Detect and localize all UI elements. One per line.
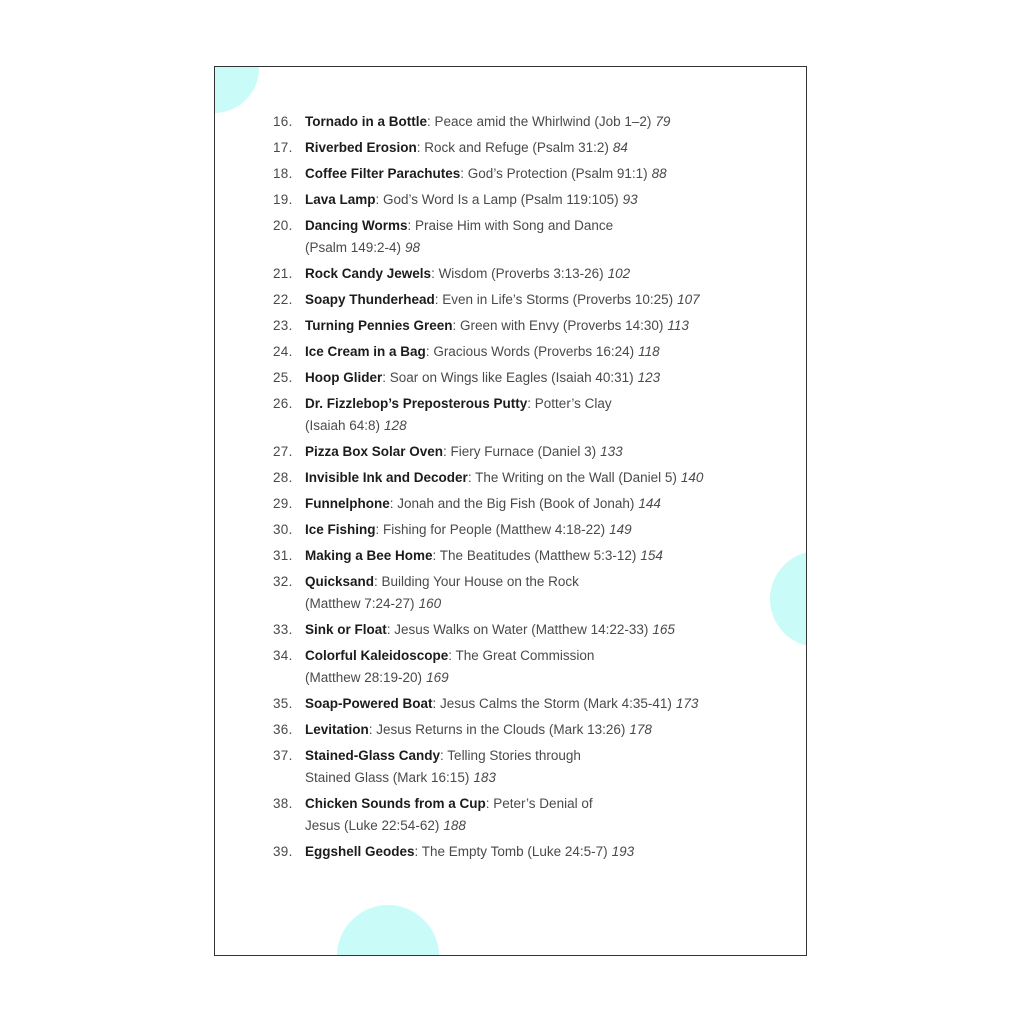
- toc-entry-number: 26.: [273, 396, 293, 411]
- toc-entry: [273, 137, 713, 159]
- toc-entry-page-number: 113: [667, 318, 689, 333]
- toc-entry-page-number: 154: [640, 548, 663, 563]
- toc-entry-text: [305, 393, 623, 437]
- toc-entry-title: Lava Lamp: [305, 192, 376, 207]
- toc-entry-description: : Fiery Furnace (Daniel 3): [443, 444, 597, 459]
- toc-entry-text: [305, 571, 623, 615]
- toc-entry-description: : Gracious Words (Proverbs 16:24): [425, 344, 635, 359]
- toc-entry-number: 39.: [273, 844, 293, 859]
- toc-entry-page-number: 183: [473, 770, 496, 785]
- toc-entry-title: Pizza Box Solar Oven: [305, 444, 444, 459]
- toc-entry-number: 30.: [273, 522, 293, 537]
- toc-entry-description: : Building Your House on the Rock (Matthew 7:24-27): [305, 574, 579, 611]
- toc-entry-title: Chicken Sounds from a Cup: [305, 796, 486, 811]
- toc-entry-title: Turning Pennies Green: [305, 318, 453, 333]
- toc-entry: [273, 545, 713, 567]
- toc-entry-description: : Even in Life’s Storms (Proverbs 10:25): [434, 292, 674, 307]
- toc-entry-page-number: 160: [418, 596, 442, 611]
- toc-entry-page-number: 144: [638, 496, 661, 511]
- toc-entry-text: [305, 341, 713, 363]
- toc-entry-page-number: 173: [675, 696, 699, 711]
- toc-entry: [273, 393, 623, 437]
- toc-entry-number: 31.: [273, 548, 293, 563]
- toc-entry-page-number: 178: [629, 722, 652, 737]
- toc-entry-description: : Praise Him with Song and Dance (Psalm 149:2-4): [305, 218, 614, 255]
- toc-entry-title: Coffee Filter Parachutes: [305, 166, 461, 181]
- toc-entry-page-number: 193: [611, 844, 635, 859]
- toc-entry-number: 37.: [273, 748, 293, 763]
- toc-entry: [273, 645, 623, 689]
- toc-entry-page-number: 165: [652, 622, 675, 637]
- toc-entry-title: Tornado in a Bottle: [305, 114, 427, 129]
- toc-entry-page-number: 133: [600, 444, 623, 459]
- toc-entry-text: [305, 263, 713, 285]
- toc-entry-description: : The Empty Tomb (Luke 24:5-7): [414, 844, 608, 859]
- toc-entry-description: : Wisdom (Proverbs 3:13-26): [431, 266, 604, 281]
- toc-entry-page-number: 169: [426, 670, 449, 685]
- toc-entry-number: 25.: [273, 370, 293, 385]
- toc-entry-text: [305, 793, 623, 837]
- toc-entry: [273, 493, 713, 515]
- toc-entry-description: : Peace amid the Whirlwind (Job 1–2): [427, 114, 652, 129]
- toc-entry-text: [305, 189, 713, 211]
- toc-entry-number: 35.: [273, 696, 293, 711]
- toc-entry-description: : Jesus Returns in the Clouds (Mark 13:26): [368, 722, 626, 737]
- toc-entry-description: : Telling Stories through Stained Glass (Mark 16:15): [305, 748, 581, 785]
- toc-entry-number: 17.: [273, 140, 293, 155]
- toc-entry: [273, 619, 713, 641]
- toc-entry-page-number: 79: [655, 114, 671, 129]
- toc-entry-title: Dancing Worms: [305, 218, 408, 233]
- toc-entry-text: [305, 493, 713, 515]
- toc-entry-text: [305, 719, 713, 741]
- toc-entry-page-number: 88: [651, 166, 667, 181]
- toc-entry-text: [305, 367, 713, 389]
- toc-entry-text: [305, 441, 713, 463]
- toc-entry: [273, 571, 623, 615]
- toc-entry-title: Eggshell Geodes: [305, 844, 415, 859]
- toc-entry-description: : Peter’s Denial of Jesus (Luke 22:54-62): [305, 796, 593, 833]
- toc-entry-number: 28.: [273, 470, 293, 485]
- toc-entry-title: Dr. Fizzlebop’s Preposterous Putty: [305, 396, 528, 411]
- toc-entry-page-number: 149: [609, 522, 632, 537]
- toc-entry-page-number: 118: [638, 344, 660, 359]
- toc-entry: [273, 441, 713, 463]
- toc-entry-title: Soap-Powered Boat: [305, 696, 433, 711]
- toc-entry: [273, 745, 623, 789]
- toc-entry: [273, 215, 623, 259]
- toc-entry-number: 18.: [273, 166, 293, 181]
- toc-entry-description: : God’s Protection (Psalm 91:1): [460, 166, 648, 181]
- toc-entry-text: [305, 645, 623, 689]
- toc-entry-text: [305, 111, 713, 133]
- toc-entry-page-number: 93: [622, 192, 638, 207]
- toc-entry-title: Ice Cream in a Bag: [305, 344, 426, 359]
- toc-entry-number: 34.: [273, 648, 293, 663]
- toc-entry-title: Rock Candy Jewels: [305, 266, 432, 281]
- toc-entry-title: Hoop Glider: [305, 370, 383, 385]
- toc-entry: [273, 367, 713, 389]
- toc-entry-description: : The Writing on the Wall (Daniel 5): [467, 470, 677, 485]
- toc-entry: [273, 163, 713, 185]
- toc-entry-title: Invisible Ink and Decoder: [305, 470, 468, 485]
- toc-entry-number: 36.: [273, 722, 293, 737]
- toc-entry-number: 32.: [273, 574, 293, 589]
- toc-entry: [273, 693, 713, 715]
- toc-entry-number: 33.: [273, 622, 293, 637]
- toc-entry-text: [305, 315, 713, 337]
- toc-entry-page-number: 140: [680, 470, 704, 485]
- toc-entry-number: 22.: [273, 292, 293, 307]
- toc-entry: [273, 263, 713, 285]
- toc-entry-text: [305, 745, 623, 789]
- toc-entry: [273, 315, 713, 337]
- toc-entry-text: [305, 841, 713, 863]
- toc-entry-number: 38.: [273, 796, 293, 811]
- toc-entry-text: [305, 137, 713, 159]
- toc-entry-description: : The Beatitudes (Matthew 5:3-12): [432, 548, 637, 563]
- book-page: [214, 66, 807, 956]
- toc-entry: [273, 793, 623, 837]
- toc-entry-text: [305, 619, 713, 641]
- toc-entry-number: 21.: [273, 266, 293, 281]
- toc-entry: [273, 719, 713, 741]
- table-of-contents-list: [215, 67, 806, 955]
- toc-entry-description: : Potter’s Clay (Isaiah 64:8): [305, 396, 612, 433]
- toc-entry-description: : Soar on Wings like Eagles (Isaiah 40:31): [382, 370, 634, 385]
- toc-entry-page-number: 123: [637, 370, 661, 385]
- toc-entry-number: 23.: [273, 318, 293, 333]
- toc-entry-text: [305, 467, 713, 489]
- toc-entry-description: : Green with Envy (Proverbs 14:30): [452, 318, 664, 333]
- toc-entry-title: Soapy Thunderhead: [305, 292, 435, 307]
- toc-entry-title: Ice Fishing: [305, 522, 376, 537]
- toc-entry-description: : God’s Word Is a Lamp (Psalm 119:105): [375, 192, 619, 207]
- toc-entry: [273, 111, 713, 133]
- toc-entry-text: [305, 215, 623, 259]
- toc-entry: [273, 189, 713, 211]
- toc-entry-title: Levitation: [305, 722, 369, 737]
- toc-entry: [273, 841, 713, 863]
- toc-entry-page-number: 84: [612, 140, 628, 155]
- toc-entry-text: [305, 163, 713, 185]
- toc-entry-page-number: 128: [384, 418, 407, 433]
- toc-entry-number: 16.: [273, 114, 293, 129]
- toc-entry-title: Making a Bee Home: [305, 548, 433, 563]
- toc-entry-text: [305, 545, 713, 567]
- toc-entry-title: Stained-Glass Candy: [305, 748, 441, 763]
- toc-entry: [273, 519, 713, 541]
- toc-entry-number: 24.: [273, 344, 293, 359]
- toc-entry-page-number: 188: [443, 818, 466, 833]
- toc-entry-page-number: 107: [677, 292, 700, 307]
- toc-entry-description: : Jesus Walks on Water (Matthew 14:22-33): [386, 622, 649, 637]
- toc-entry-number: 20.: [273, 218, 293, 233]
- toc-entry-description: : Jonah and the Big Fish (Book of Jonah): [389, 496, 635, 511]
- toc-entry-description: : The Great Commission (Matthew 28:19-20): [305, 648, 595, 685]
- toc-entry-page-number: 102: [607, 266, 631, 281]
- toc-entry-description: : Jesus Calms the Storm (Mark 4:35-41): [432, 696, 672, 711]
- toc-entry: [273, 289, 713, 311]
- toc-entry-text: [305, 519, 713, 541]
- toc-entry-text: [305, 693, 713, 715]
- toc-entry: [273, 467, 713, 489]
- toc-entry-description: : Fishing for People (Matthew 4:18-22): [375, 522, 606, 537]
- toc-entry-title: Colorful Kaleidoscope: [305, 648, 449, 663]
- toc-entry-title: Riverbed Erosion: [305, 140, 417, 155]
- toc-entry-number: 27.: [273, 444, 293, 459]
- toc-entry-number: 19.: [273, 192, 293, 207]
- toc-entry: [273, 341, 713, 363]
- toc-entry-title: Quicksand: [305, 574, 375, 589]
- toc-entry-number: 29.: [273, 496, 293, 511]
- toc-entry-title: Sink or Float: [305, 622, 387, 637]
- toc-entry-text: [305, 289, 713, 311]
- toc-entry-title: Funnelphone: [305, 496, 390, 511]
- toc-entry-page-number: 98: [405, 240, 421, 255]
- toc-entry-description: : Rock and Refuge (Psalm 31:2): [416, 140, 609, 155]
